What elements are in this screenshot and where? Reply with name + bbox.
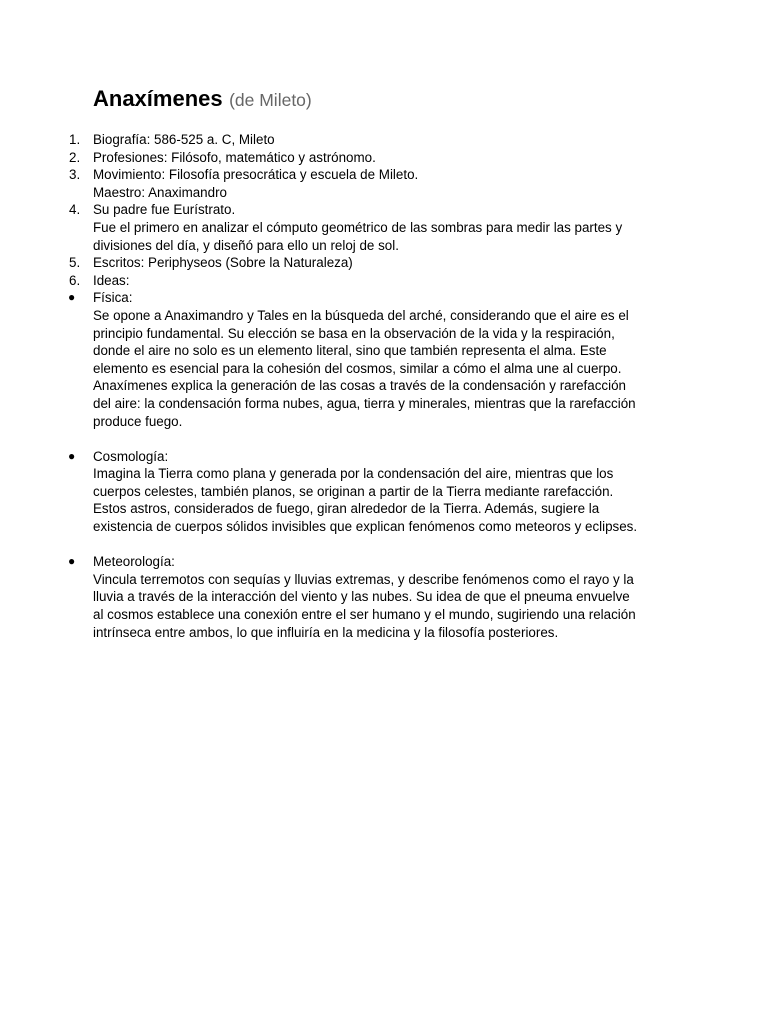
bullet-list-item [0,553,768,641]
bullet-heading: Meteorología: [93,554,175,570]
numbered-list-item [0,131,768,149]
list-number: 6. [69,272,81,288]
bullet-heading: Cosmología: [93,448,169,464]
page-title [93,86,312,112]
list-number: 4. [69,202,81,218]
paragraph-line: Estos astros, considerados de fuego, giran alrededor de la Tierra. Además, sugiere la [93,501,600,517]
bullet-dot: ● [68,554,76,569]
numbered-list-item [0,166,768,201]
paragraph-line: Imagina la Tierra como plana y generada por la condensación del aire, mientras que los [93,466,614,482]
list-number: 5. [69,255,81,271]
numbered-list-item [0,272,768,290]
paragraph-line: Vincula terremotos con sequías y lluvias extremas, y describe fenómenos como el rayo y la [93,571,634,587]
list-item-text: divisiones del día, y diseñó para ello un reloj de sol. [93,237,399,253]
bullet-dot: ● [68,448,76,463]
paragraph-line: Anaxímenes explica la generación de las cosas a través de la condensación y rarefacción [93,378,626,394]
bullet-heading: Física: [93,290,133,306]
paragraph-spacer [0,430,768,448]
list-number: 1. [69,132,81,147]
paragraph-line: lluvia a través de la interacción del viento y las nubes. Su idea de que el pneuma envuelve [93,589,630,605]
paragraph-line: al cosmos establece una conexión entre el ser humano y el mundo, sugiriendo una relación [93,607,636,623]
list-item-text: Biografía: 586-525 a. C, Mileto [93,132,275,147]
title-subtitle: (de Mileto) [229,90,312,110]
paragraph-line: intrínseca entre ambos, lo que influiría en la medicina y la filosofía posteriores. [93,624,559,640]
numbered-list-item [0,149,768,167]
bullet-list-item [0,448,768,536]
bullet-dot: ● [68,290,76,305]
list-item-text: Fue el primero en analizar el cómputo geométrico de las sombras para medir las partes y [93,219,623,235]
list-number: 2. [69,149,81,165]
paragraph-line: principio fundamental. Su elección se basa en la observación de la vida y la respiración, [93,325,615,341]
list-item-text: Su padre fue Eurístrato. [93,202,236,218]
paragraph-spacer [0,536,768,554]
title-main: Anaxímenes [93,86,223,111]
list-item-text: Escritos: Periphyseos (Sobre la Naturaleza) [93,255,353,271]
paragraph-line: cuerpos celestes, también planos, se originan a partir de la Tierra mediante rarefacción. [93,483,614,499]
numbered-list-item [0,254,768,272]
document-body [0,131,768,641]
list-item-text: Movimiento: Filosofía presocrática y escuela de Mileto. [93,167,419,183]
list-number: 3. [69,167,81,183]
numbered-list-item [0,201,768,254]
paragraph-line: existencia de cuerpos sólidos invisibles que explican fenómenos como meteoros y eclipses. [93,519,638,535]
paragraph-line: elemento es esencial para la cohesión del cosmos, similar a cómo el alma une al cuerpo. [93,360,622,376]
bullet-list-item [0,289,768,430]
paragraph-line: donde el aire no solo es un elemento literal, sino que también representa el alma. Este [93,343,607,359]
paragraph-line: Se opone a Anaximandro y Tales en la búsqueda del arché, considerando que el aire es el [93,307,629,323]
list-item-text: Profesiones: Filósofo, matemático y astrónomo. [93,149,376,165]
list-item-text: Maestro: Anaximandro [93,184,227,200]
list-item-text: Ideas: [93,272,130,288]
paragraph-line: del aire: la condensación forma nubes, agua, tierra y minerales, mientras que la rarefacción [93,395,636,411]
paragraph-line: produce fuego. [93,413,183,429]
